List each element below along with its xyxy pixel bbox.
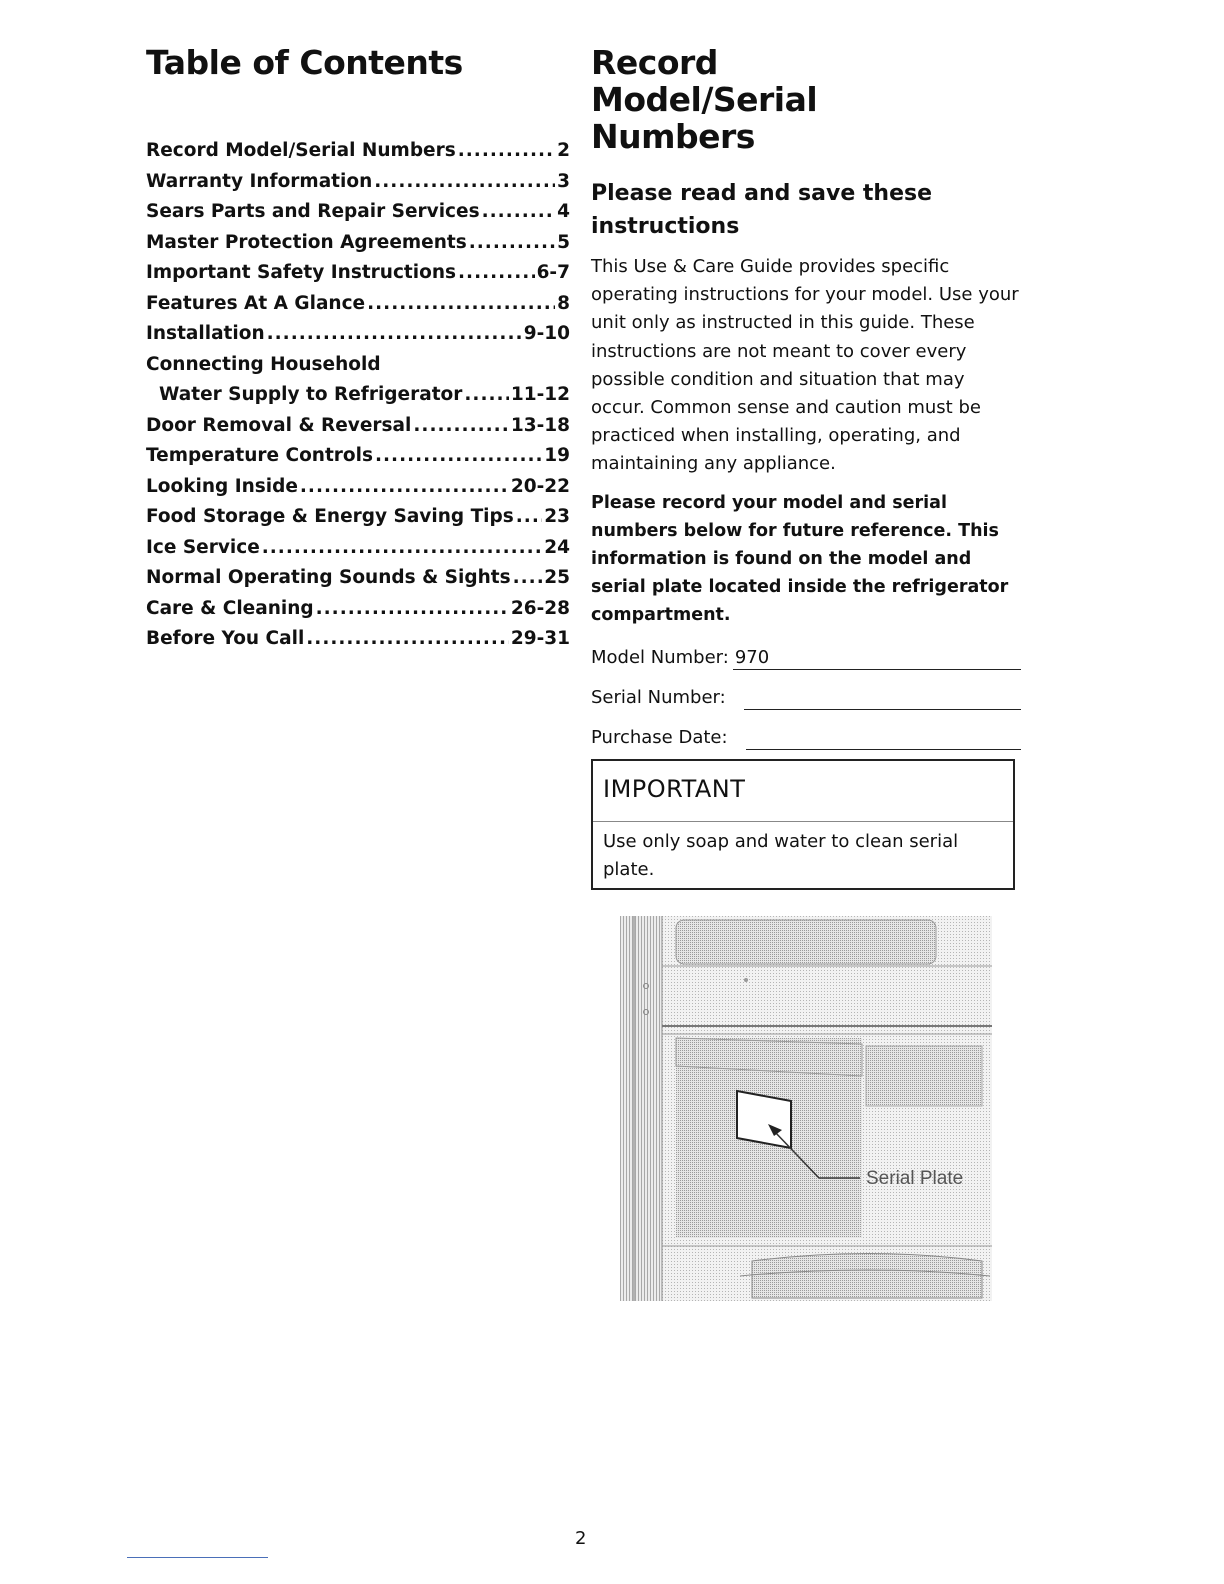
toc-entry[interactable]	[146, 415, 570, 446]
toc-entry-title: Water Supply to Refrigerator	[159, 384, 463, 405]
toc-entry[interactable]	[146, 323, 570, 354]
serial-plate-label: Serial Plate	[866, 1168, 964, 1189]
serial-number-field[interactable]	[591, 673, 1021, 710]
toc-entry-page: 19	[544, 445, 570, 466]
toc-entry-title: Care & Cleaning	[146, 597, 314, 619]
refrigerator-interior-drawing	[620, 916, 992, 1301]
toc-entry-title: Normal Operating Sounds & Sights	[146, 567, 511, 588]
toc-entry-page: 11-12	[510, 384, 570, 405]
toc-list	[146, 140, 570, 659]
toc-entry-page: 13-18	[510, 414, 570, 436]
toc-entry[interactable]	[146, 201, 570, 232]
toc-entry-title: Ice Service	[146, 536, 260, 558]
toc-entry[interactable]	[146, 140, 570, 171]
toc-entry[interactable]	[146, 506, 570, 537]
serial-plate-illustration	[620, 916, 992, 1301]
toc-entry-title: Temperature Controls	[146, 445, 373, 466]
toc-entry[interactable]	[146, 445, 570, 476]
toc-entry-page: 5	[557, 231, 570, 253]
toc-entry-page: 20-22	[510, 475, 570, 497]
record-notice: Please record your model and serial numbers below for future reference. This information is found on the model and serial plate located inside the refrigerator compartment.	[591, 492, 1009, 626]
serial-number-line[interactable]	[744, 683, 1021, 710]
toc-entry-page: 6-7	[536, 262, 570, 283]
toc-entry[interactable]	[146, 171, 570, 202]
toc-entry[interactable]	[146, 293, 570, 324]
purchase-date-line[interactable]	[746, 723, 1021, 750]
toc-entry-title: Record Model/Serial Numbers	[146, 140, 456, 161]
toc-entry-page: 3	[557, 170, 570, 192]
record-subheading: Please read and save these instructions	[591, 181, 933, 239]
toc-entry[interactable]	[146, 628, 570, 659]
toc-entry-page: 29-31	[510, 628, 570, 649]
toc-entry-title: Installation	[146, 323, 265, 344]
toc-entry-title: Sears Parts and Repair Services	[146, 201, 480, 222]
toc-entry-page: 24	[544, 536, 570, 558]
model-number-label: Model Number:	[591, 646, 729, 668]
purchase-date-field[interactable]	[591, 713, 1021, 750]
important-box	[591, 759, 1015, 890]
toc-entry-page: 8	[557, 292, 570, 314]
toc-entry-title: Master Protection Agreements	[146, 231, 467, 253]
important-title: IMPORTANT	[603, 775, 746, 803]
toc-entry-group-heading[interactable]	[146, 354, 570, 385]
toc-entry-page: 23	[544, 506, 570, 527]
toc-entry[interactable]	[146, 262, 570, 293]
important-text: Use only soap and water to clean serial plate.	[603, 831, 959, 880]
toc-entry[interactable]	[146, 567, 570, 598]
toc-entry-page: 9-10	[523, 323, 570, 344]
toc-entry-page: 2	[557, 140, 570, 161]
serial-number-label: Serial Number:	[591, 686, 726, 708]
toc-entry-page: 4	[557, 201, 570, 222]
toc-entry[interactable]	[146, 384, 570, 415]
toc-entry-title: Door Removal & Reversal	[146, 414, 412, 436]
record-heading: Record Model/Serial Numbers	[591, 43, 818, 156]
toc-entry-title: Before You Call	[146, 628, 305, 649]
toc-entry-page: 25	[544, 567, 570, 588]
toc-entry[interactable]	[146, 598, 570, 629]
toc-entry-title: Important Safety Instructions	[146, 262, 457, 283]
table-of-contents	[146, 44, 570, 659]
toc-entry-title: Connecting Household	[146, 353, 381, 375]
toc-entry-page: 26-28	[510, 597, 570, 619]
toc-entry[interactable]	[146, 537, 570, 568]
record-intro: This Use & Care Guide provides specific operating instructions for your model. Use your unit only as instructed in this guide. These instructions are not meant to cover every possible condition and situation that may occur. Common sense and caution must be practiced when installing, operating, and maintaining any appliance.	[591, 256, 1019, 475]
purchase-date-label: Purchase Date:	[591, 726, 728, 748]
toc-entry-title: Looking Inside	[146, 475, 298, 497]
model-number-line[interactable]	[733, 643, 1021, 670]
toc-entry-title: Features At A Glance	[146, 292, 366, 314]
toc-entry-title: Food Storage & Energy Saving Tips	[146, 506, 514, 527]
model-number-field[interactable]	[591, 633, 1021, 670]
footer-rule	[127, 1557, 268, 1558]
record-section	[591, 43, 1021, 1189]
model-number-value: 970	[734, 646, 770, 668]
toc-entry[interactable]	[146, 476, 570, 507]
toc-entry-title: Warranty Information	[146, 170, 373, 192]
toc-heading: Table of Contents	[146, 43, 463, 82]
toc-entry[interactable]	[146, 232, 570, 263]
page-number: 2	[575, 1528, 587, 1549]
